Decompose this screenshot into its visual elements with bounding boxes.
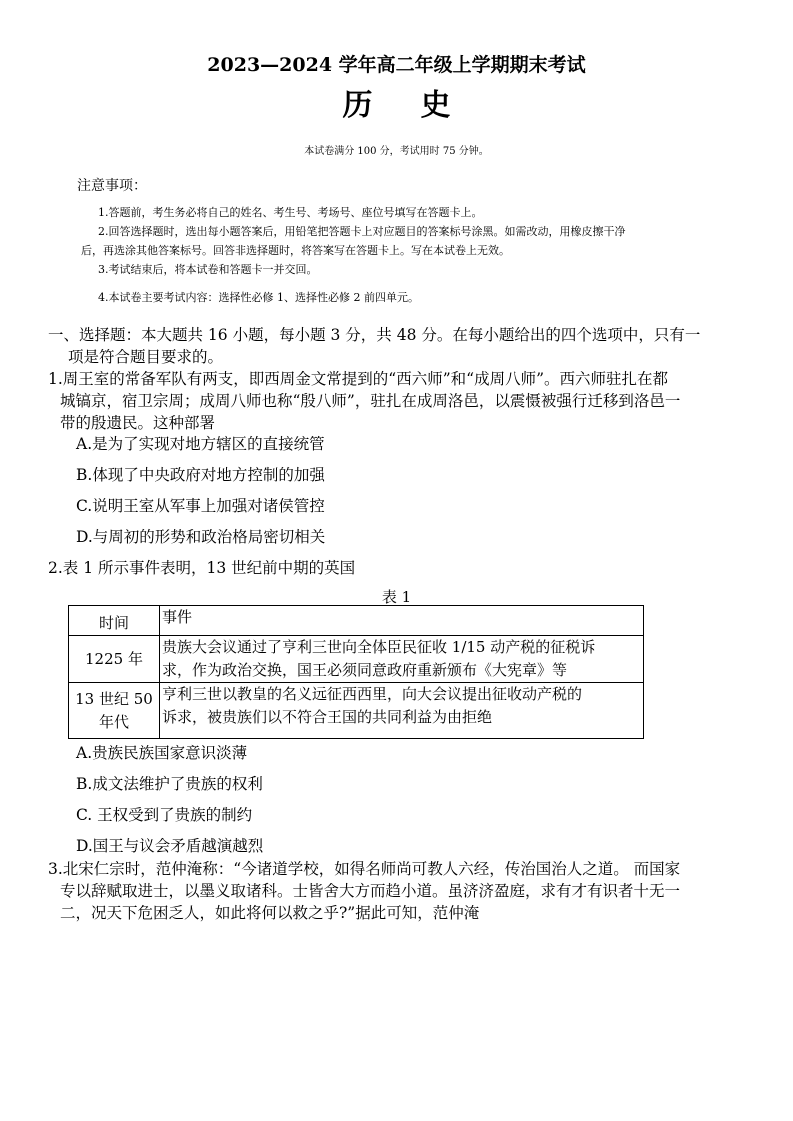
- event-line: 诉求，被贵族们以不符合王国的共同利益为由拒绝: [162, 708, 493, 726]
- event-line: 亨利三世以教皇的名义远征西西里，向大会议提出征收动产税的: [162, 685, 583, 703]
- table-cell-event: [160, 683, 644, 739]
- section-heading-line1: 一、选择题：本大题共 16 小题，每小题 3 分，共 48 分。在每小题给出的四个选项中，只有一: [48, 326, 701, 344]
- time-line: 年代: [98, 712, 129, 731]
- notice-item-4: 4.本试卷主要考试内容：选择性必修 1、选择性必修 2 前四单元。: [98, 291, 419, 304]
- q1-option-b: B.体现了中央政府对地方控制的加强: [76, 466, 325, 484]
- q3-stem-line3: 二，况天下危困乏人，如此将何以救之乎?”据此可知，范仲淹: [60, 904, 480, 922]
- event-line: 求，作为政治交换，国王必须同意政府重新颁布《大宪章》等: [162, 661, 568, 679]
- table-header-event: 事件: [160, 606, 644, 636]
- table-cell-time: 1225 年: [69, 636, 160, 683]
- q1-stem-line3: 带的殷遗民。这种部署: [60, 414, 216, 432]
- q2-option-c: C. 王权受到了贵族的制约: [76, 806, 253, 824]
- table-cell-event: [160, 636, 644, 683]
- q3-stem-line2: 专以辞赋取进士，以墨义取诸科。士皆舍大方而趋小道。虽济济盈庭，求有才有识者十无一: [60, 882, 681, 900]
- table-cell-time: [69, 683, 160, 739]
- exam-title: 2023—2024 学年高二年级上学期期末考试: [207, 54, 586, 76]
- table-row: [69, 683, 644, 739]
- table-caption: 表 1: [381, 588, 412, 606]
- q2-stem: 2.表 1 所示事件表明，13 世纪前中期的英国: [48, 559, 356, 577]
- q3-stem-line1: 3.北宋仁宗时，范仲淹称：“今诸道学校，如得名师尚可教人六经，传治国治人之道。 而国家: [48, 860, 681, 878]
- table-header-row: [69, 606, 644, 636]
- q2-option-a: A.贵族民族国家意识淡薄: [76, 744, 248, 762]
- q1-option-a: A.是为了实现对地方辖区的直接统管: [76, 435, 325, 453]
- table-row: [69, 636, 644, 683]
- time-line: 13 世纪 50: [75, 689, 153, 708]
- subject-title: 历史: [342, 88, 499, 123]
- exam-meta: 本试卷满分 100 分，考试用时 75 分钟。: [304, 146, 489, 157]
- notice-item-3: 3.考试结束后，将本试卷和答题卡一并交回。: [98, 263, 318, 276]
- events-table: [68, 605, 644, 739]
- event-line: 贵族大会议通过了亨利三世向全体臣民征收 1/15 动产税的征税诉: [162, 638, 596, 656]
- notice-item-2a: 2.回答选择题时，选出每小题答案后，用铅笔把答题卡上对应题目的答案标号涂黑。如需改动，用橡皮擦干净: [98, 225, 626, 238]
- section-heading-line2: 项是符合题目要求的。: [68, 348, 224, 366]
- q1-option-c: C.说明王室从军事上加强对诸侯管控: [76, 497, 325, 515]
- q2-option-b: B.成文法维护了贵族的权利: [76, 775, 263, 793]
- q1-stem-line2: 城镐京，宿卫宗周；成周八师也称“殷八师”，驻扎在成周洛邑，以震慑被强行迁移到洛邑一: [60, 392, 681, 410]
- notice-item-1: 1.答题前，考生务必将自己的姓名、考生号、考场号、座位号填写在答题卡上。: [98, 206, 483, 219]
- notice-item-2b: 后，再选涂其他答案标号。回答非选择题时，将答案写在答题卡上。写在本试卷上无效。: [81, 244, 510, 257]
- q2-option-d: D.国王与议会矛盾越演越烈: [76, 837, 264, 855]
- table-header-time: 时间: [69, 606, 160, 636]
- q1-option-d: D.与周初的形势和政治格局密切相关: [76, 528, 326, 546]
- notice-heading: 注意事项：: [77, 178, 147, 194]
- q1-stem-line1: 1.周王室的常备军队有两支，即西周金文常提到的“西六师”和“成周八师”。西六师驻扎在都: [48, 370, 668, 388]
